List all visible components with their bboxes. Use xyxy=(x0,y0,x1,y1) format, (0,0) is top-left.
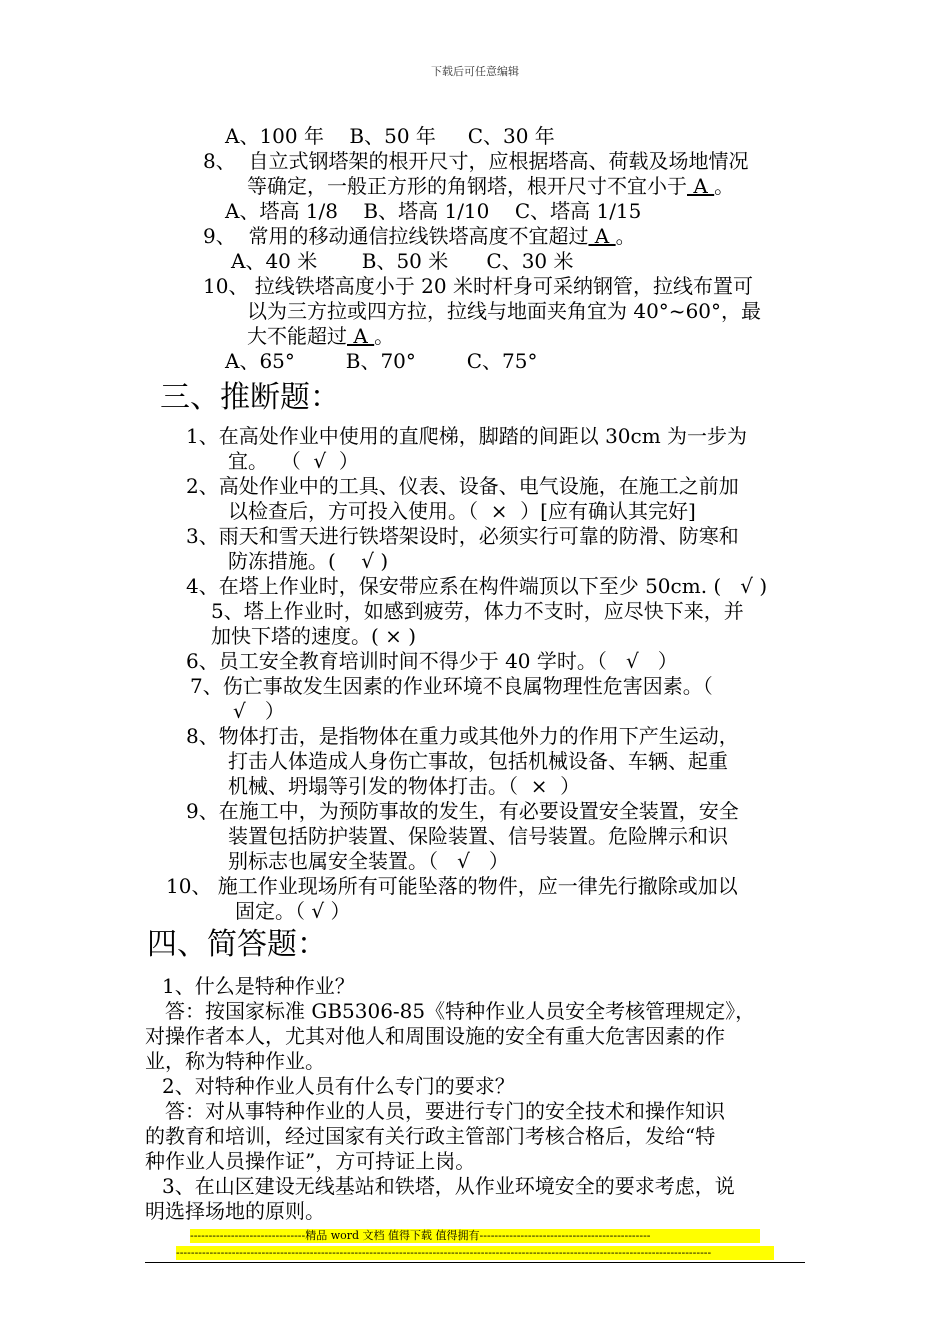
s3-line: 2、高处作业中的工具、仪表、设备、电气设施，在施工之前加 xyxy=(186,474,739,498)
s3-line: 打击人体造成人身伤亡事故，包括机械设备、车辆、起重 xyxy=(228,749,728,773)
footer-rule xyxy=(145,1262,805,1263)
q9-options: A、40 米 B、50 米 C、30 米 xyxy=(231,249,574,273)
s3-line: √ ） xyxy=(233,699,285,723)
s3-line: 1、在高处作业中使用的直爬梯，脚踏的间距以 30cm 为一步为 xyxy=(186,424,748,448)
q10-options: A、65° B、70° C、75° xyxy=(225,349,538,373)
s3-line: 防冻措施。( √ ) xyxy=(228,549,389,573)
s4-line: 业，称为特种作业。 xyxy=(145,1049,325,1073)
s3-line: 6、员工安全教育培训时间不得少于 40 学时。（ √ ） xyxy=(186,649,678,673)
q8-options: A、塔高 1/8 B、塔高 1/10 C、塔高 1/15 xyxy=(225,199,642,223)
s4-line: 2、对特种作业人员有什么专门的要求？ xyxy=(162,1074,515,1098)
s4-line: 1、什么是特种作业？ xyxy=(162,974,355,998)
q8-line2: 等确定，一般正方形的角钢塔，根开尺寸不宜小于 A 。 xyxy=(247,174,735,198)
s3-line: 宜。 （ √ ） xyxy=(228,449,359,473)
s4-line: 明选择场地的原则。 xyxy=(145,1199,325,1223)
q10-line3: 大不能超过 A 。 xyxy=(247,324,395,348)
s3-line: 别标志也属安全装置。（ √ ） xyxy=(228,849,509,873)
s3-line: 7、伤亡事故发生因素的作业环境不良属物理性危害因素。（ xyxy=(190,674,713,698)
s4-line: 答：对从事特种作业的人员，要进行专门的安全技术和操作知识 xyxy=(165,1099,725,1123)
s4-line: 种作业人员操作证”，方可持证上岗。 xyxy=(145,1149,476,1173)
s3-line: 机械、坍塌等引发的物体打击。（ × ） xyxy=(228,774,581,798)
q10-line1: 10、 拉线铁塔高度小于 20 米时杆身可采纳钢管，拉线布置可 xyxy=(203,274,753,298)
s4-line: 的教育和培训，经过国家有关行政主管部门考核合格后，发给“特 xyxy=(145,1124,716,1148)
s3-line: 4、在塔上作业时，保安带应系在构件端顶以下至少 50cm. ( √ ) xyxy=(186,574,768,598)
section3-title: 三、推断题： xyxy=(160,380,340,415)
q9-answer: A xyxy=(588,224,616,248)
s3-line: 装置包括防护装置、保险装置、信号装置。危险牌示和识 xyxy=(228,824,728,848)
q8-line1: 8、 自立式钢塔架的根开尺寸，应根据塔高、荷载及场地情况 xyxy=(203,149,749,173)
s3-line: 8、物体打击，是指物体在重力或其他外力的作用下产生运动， xyxy=(186,724,739,748)
q7-options: A、100 年 B、50 年 C、30 年 xyxy=(225,124,555,148)
page-header: 下载后可任意编辑 xyxy=(431,65,519,78)
s3-line: 3、雨天和雪天进行铁塔架设时，必须实行可靠的防滑、防寒和 xyxy=(186,524,739,548)
footer-banner: -------------------------------精品 word 文档 值得下载 值得拥有---------------------------------------------- xyxy=(190,1229,760,1243)
q10-answer: A xyxy=(347,324,375,348)
s4-line: 3、在山区建设无线基站和铁塔，从作业环境安全的要求考虑，说 xyxy=(162,1174,735,1198)
q10-line2: 以为三方拉或四方拉，拉线与地面夹角宜为 40°~60°，最 xyxy=(247,299,762,323)
s3-line: 10、 施工作业现场所有可能坠落的物件，应一律先行撤除或加以 xyxy=(166,874,738,898)
q9-line: 9、 常用的移动通信拉线铁塔高度不宜超过 A 。 xyxy=(203,224,636,248)
s4-line: 答：按国家标准 GB5306-85《特种作业人员安全考核管理规定》， xyxy=(165,999,756,1023)
s3-line: 以检查后，方可投入使用。（ × ）[应有确认其完好] xyxy=(228,499,696,523)
section4-title: 四、简答题： xyxy=(147,927,327,962)
s3-line: 固定。（ √ ） xyxy=(235,899,351,923)
s3-line: 5、塔上作业时，如感到疲劳，体力不支时，应尽快下来，并 xyxy=(211,599,744,623)
s3-line: 加快下塔的速度。( × ) xyxy=(211,624,417,648)
footer-banner-line2: ------------------------------------------------------------------------------------------------------------------------------------------------ xyxy=(176,1246,774,1260)
s3-line: 9、在施工中，为预防事故的发生，有必要设置安全装置，安全 xyxy=(186,799,739,823)
s4-line: 对操作者本人，尤其对他人和周围设施的安全有重大危害因素的作 xyxy=(145,1024,725,1048)
q8-answer: A xyxy=(687,174,715,198)
